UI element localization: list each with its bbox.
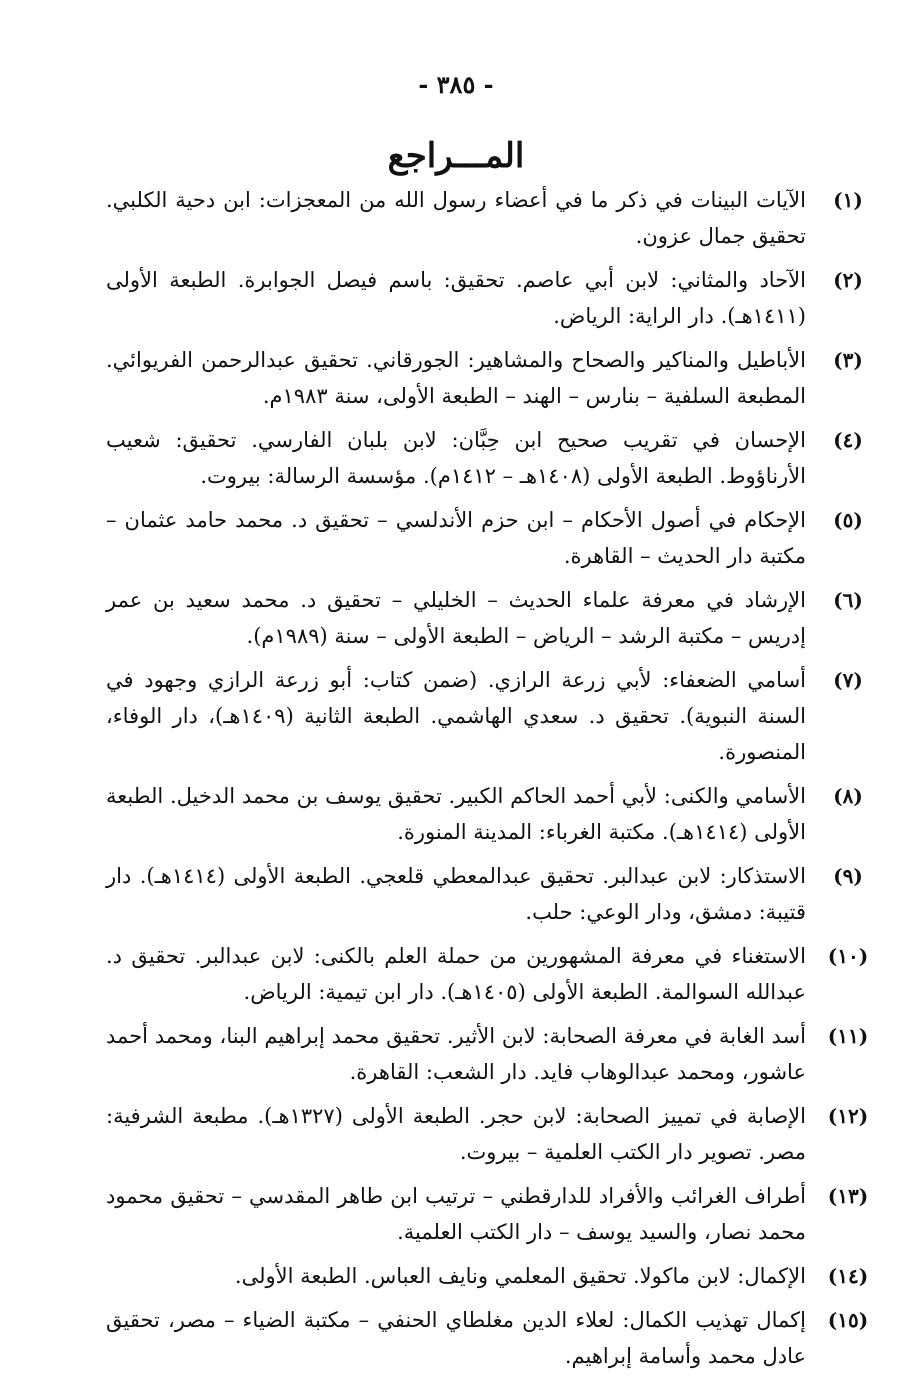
reference-number: (١٥) [827,1308,869,1332]
page-title-text: المـــراجع [387,136,525,176]
reference-text: أطراف الغرائب والأفراد للدارقطني – ترتيب ابن طاهر المقدسي – تحقيق محمود محمد نصار، والسيد يوسف – دار الكتب العلمية. [106,1184,806,1244]
reference-number: (١٤) [827,1264,869,1288]
reference-text: الأباطيل والمناكير والصحاح والمشاهير: الجورقاني. تحقيق عبدالرحمن الفريوائي. المطبعة السلفية – بنارس – الهند – الطبعة الأولى، سنة ١٩٨٣م. [106,348,806,408]
reference-text: الاستذكار: لابن عبدالبر. تحقيق عبدالمعطي قلعجي. الطبعة الأولى (١٤١٤هـ). دار قتيبة: دمشق، ودار الوعي: حلب. [106,864,806,924]
reference-number: (٢) [833,268,863,292]
page-number: - ٣٨٥ - [418,70,494,99]
reference-item [106,342,863,414]
reference-number: (١) [833,188,863,212]
reference-item [106,1258,869,1294]
reference-item [106,778,863,850]
reference-item [106,502,863,574]
reference-item [106,1018,869,1090]
reference-text: أسامي الضعفاء: لأبي زرعة الرازي. (ضمن كتاب: أبو زرعة الرازي وجهود في السنة النبوية). تحقيق د. سعدي الهاشمي. الطبعة الثانية (١٤٠٩هـ)، دار الوفاء، المنصورة. [106,668,806,764]
reference-item [106,262,863,334]
reference-number: (١١) [827,1024,869,1048]
references-list [106,182,869,1382]
reference-text: إكمال تهذيب الكمال: لعلاء الدين مغلطاي الحنفي – مكتبة الضياء – مصر، تحقيق عادل محمد وأسامة إبراهيم. [106,1308,806,1368]
reference-text: الإحسان في تقريب صحيح ابن حِبَّان: لابن بلبان الفارسي. تحقيق: شعيب الأرناؤوط. الطبعة الأولى (١٤٠٨هـ – ١٤١٢م). مؤسسة الرسالة: بيروت. [106,428,806,488]
reference-text: أسد الغابة في معرفة الصحابة: لابن الأثير. تحقيق محمد إبراهيم البنا، ومحمد أحمد عاشور، ومحمد عبدالوهاب فايد. دار الشعب: القاهرة. [106,1024,806,1084]
reference-item [106,422,863,494]
reference-number: (١٢) [827,1104,869,1128]
reference-number: (٧) [833,668,863,692]
reference-number: (٩) [833,864,863,888]
reference-number: (٨) [833,784,863,808]
reference-text: الآحاد والمثاني: لابن أبي عاصم. تحقيق: باسم فيصل الجوابرة. الطبعة الأولى (١٤١١هـ). دار الراية: الرياض. [106,268,806,328]
reference-item [106,938,869,1010]
reference-number: (٤) [833,428,863,452]
reference-text: الإرشاد في معرفة علماء الحديث – الخليلي – تحقيق د. محمد سعيد بن عمر إدريس – مكتبة الرشد – الرياض – الطبعة الأولى – سنة (١٩٨٩م). [106,588,806,648]
reference-number: (١٣) [827,1184,869,1208]
reference-number: (٥) [833,508,863,532]
reference-item [106,858,863,930]
reference-text: الإصابة في تمييز الصحابة: لابن حجر. الطبعة الأولى (١٣٢٧هـ). مطبعة الشرفية: مصر. تصوير دار الكتب العلمية – بيروت. [106,1104,806,1164]
reference-text: الإحكام في أصول الأحكام – ابن حزم الأندلسي – تحقيق د. محمد حامد عثمان – مكتبة دار الحديث – القاهرة. [106,508,806,568]
reference-item [106,662,863,770]
reference-item [106,1098,869,1170]
reference-number: (٣) [833,348,863,372]
reference-item [106,182,863,254]
reference-number: (١٠) [827,944,869,968]
reference-text: الآيات البينات في ذكر ما في أعضاء رسول الله من المعجزات: ابن دحية الكلبي. تحقيق جمال عزون. [106,188,806,248]
page-title [0,136,912,176]
reference-text: الأسامي والكنى: لأبي أحمد الحاكم الكبير. تحقيق يوسف بن محمد الدخيل. الطبعة الأولى (١٤١٤هـ). مكتبة الغرباء: المدينة المنورة. [106,784,806,844]
reference-text: الإكمال: لابن ماكولا. تحقيق المعلمي ونايف العباس. الطبعة الأولى. [234,1264,806,1288]
reference-item [106,582,863,654]
reference-item [106,1178,869,1250]
reference-number: (٦) [833,588,863,612]
reference-item [106,1302,869,1374]
reference-text: الاستغناء في معرفة المشهورين من حملة العلم بالكنى: لابن عبدالبر. تحقيق د. عبدالله السوالمة. الطبعة الأولى (١٤٠٥هـ). دار ابن تيمية: الرياض. [106,944,806,1004]
